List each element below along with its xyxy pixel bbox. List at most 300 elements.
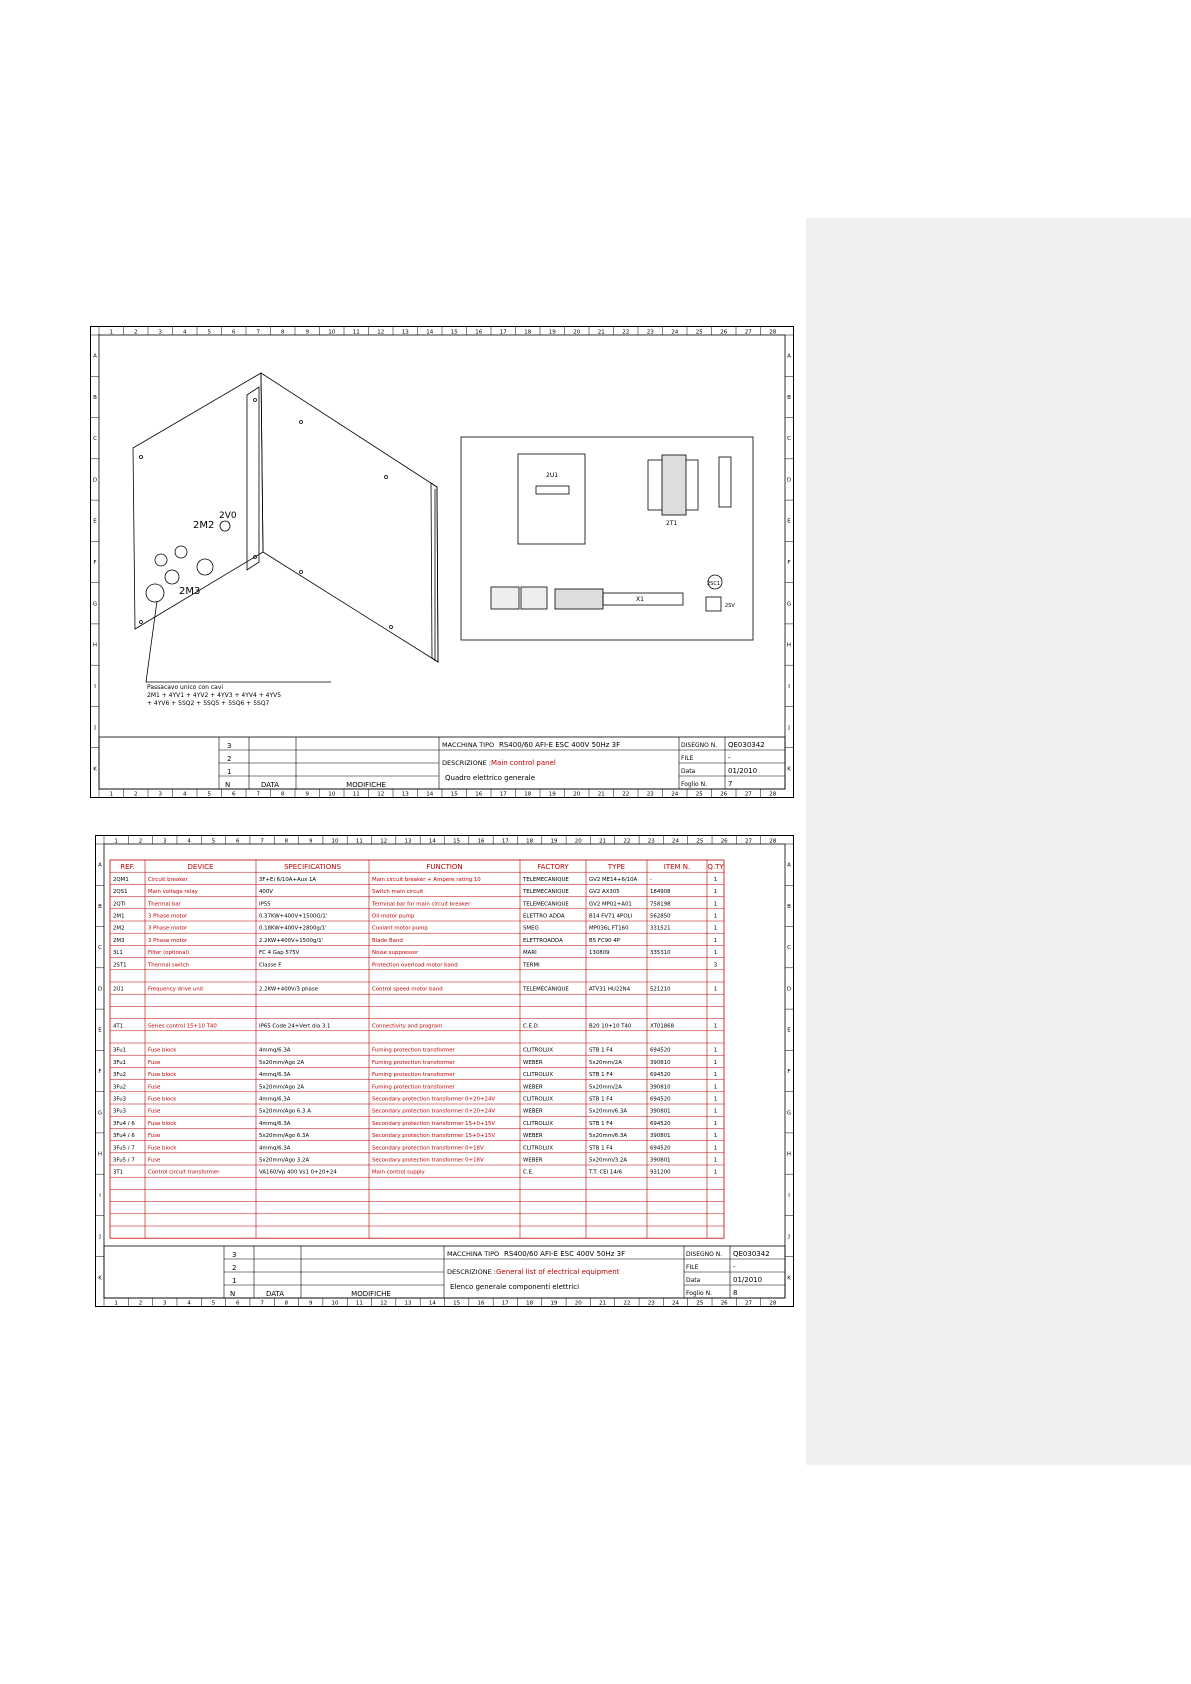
table-header: Q.TY [707, 863, 724, 872]
table-cell: Secondary protection transformer 15+0+15V [372, 1133, 496, 1140]
table-cell: Control speed motor band [372, 986, 443, 993]
grid-col-number: 11 [355, 838, 363, 845]
grid-row-letter: F [93, 560, 97, 566]
grid-row-letter: J [788, 1234, 790, 1241]
table-cell: GV2 MP01+A01 [589, 901, 632, 908]
grid-col-number: 15 [453, 1300, 461, 1306]
grid-col-number: 2 [134, 791, 138, 797]
drawing-number: QE030342 [728, 741, 765, 749]
grid-col-number: 26 [720, 1300, 728, 1306]
grid-col-number: 2 [134, 329, 138, 336]
table-cell: 694520 [650, 1145, 671, 1152]
table-cell: 184908 [650, 889, 671, 896]
table-cell: Series control 15+10 T40 [148, 1023, 217, 1030]
table-cell: MARI [523, 950, 537, 957]
table-cell: Fuming protection transformer [372, 1059, 455, 1066]
table-cell: 2U1 [113, 986, 124, 993]
grid-col-number: 20 [573, 791, 581, 797]
panel-label-b: 2M3 [179, 586, 201, 597]
table-cell: 1 [713, 1096, 718, 1103]
grid-col-number: 22 [623, 838, 631, 845]
table-cell: Fuse [148, 1133, 161, 1140]
table-cell: 3Fu4 / 6 [113, 1120, 135, 1127]
grid-col-number: 17 [499, 791, 507, 797]
table-cell: TERMI [523, 962, 540, 969]
table-cell: 3 [713, 962, 718, 969]
description-english: General list of electrical equipment [496, 1268, 620, 1276]
grid-col-number: 4 [187, 838, 191, 845]
table-cell: Secondary protection transformer 0+20+24V [372, 1108, 496, 1115]
table-cell: Thermal bar [148, 901, 181, 908]
table-cell: 1 [713, 1047, 718, 1054]
grid-row-letter: C [93, 436, 97, 443]
grid-col-number: 9 [308, 838, 313, 845]
drawing-number-label: DISEGNO N. [686, 1251, 723, 1258]
table-cell: Filter (optional) [148, 950, 190, 957]
grid-col-number: 9 [308, 1300, 313, 1306]
table-cell: B20 10+10 T40 [589, 1023, 632, 1030]
comment-sidebar [806, 218, 1191, 1465]
grid-row-letter: I [788, 1192, 790, 1199]
table-cell: 390810 [650, 1059, 671, 1066]
table-cell: 3Fu4 / 6 [113, 1133, 135, 1140]
table-cell: 2M3 [113, 937, 125, 944]
grid-col-number: 18 [526, 1300, 534, 1306]
grid-col-number: 24 [672, 838, 680, 845]
grid-row-letter: E [98, 1027, 102, 1034]
grid-col-number: 17 [501, 838, 509, 845]
table-cell: 2M2 [113, 925, 125, 932]
grid-col-number: 7 [260, 1300, 264, 1306]
drawing-date: 01/2010 [733, 1276, 763, 1284]
table-cell: Main control supply [372, 1169, 425, 1176]
table-cell: WEBER [523, 1059, 543, 1066]
grid-col-number: 6 [232, 329, 236, 336]
grid-col-number: 20 [574, 1300, 582, 1306]
revision-row-number: 2 [227, 755, 232, 763]
table-cell: 3Fu3 [113, 1096, 127, 1103]
table-cell: 5x20mm/Ago 6.3A [259, 1133, 310, 1140]
table-cell: 1 [713, 1084, 718, 1091]
table-cell: B5 FC90 4P [589, 937, 620, 944]
table-cell: 3 Phase motor [148, 937, 188, 944]
description-italian: Elenco generale componenti elettrici [450, 1283, 580, 1291]
grid-col-number: 16 [477, 838, 485, 845]
grid-col-number: 10 [328, 329, 336, 336]
table-cell: 5x20mm/2A [589, 1084, 622, 1091]
sheet-inner-border [99, 335, 785, 789]
revision-row-number: 3 [232, 1251, 237, 1259]
grid-col-number: 25 [695, 791, 703, 797]
grid-col-number: 11 [352, 791, 360, 797]
file-name-label: FILE [686, 1264, 699, 1271]
table-cell: 2.2KW+400V+1500g/1' [259, 937, 324, 944]
drawing-date: 01/2010 [728, 767, 758, 775]
grid-col-number: 28 [769, 791, 777, 797]
table-cell: Switch main circuit [372, 889, 424, 896]
grid-row-letter: C [787, 945, 791, 952]
table-cell: 1 [713, 925, 718, 932]
table-cell: 4mmq/6.3A [259, 1047, 291, 1054]
table-cell: 4mmq/6.3A [259, 1120, 291, 1127]
table-cell: 2M1 [113, 913, 125, 920]
drawing-sheet-main-panel [90, 326, 794, 798]
revision-col-date: DATA [261, 781, 280, 789]
grid-col-number: 4 [187, 1300, 191, 1306]
table-cell: 3Fu3 [113, 1108, 127, 1115]
grid-row-letter: H [92, 642, 98, 649]
grid-row-letter: K [93, 766, 97, 773]
table-cell: B14 FV71 4POLI [589, 913, 633, 920]
grid-col-number: 24 [672, 1300, 680, 1306]
table-cell: 5x20mm/6.3A [589, 1133, 628, 1140]
grid-row-letter: K [787, 766, 791, 773]
grid-col-number: 2 [138, 1300, 143, 1306]
grid-col-number: 8 [281, 329, 285, 336]
grid-row-letter: A [787, 353, 791, 360]
panel-isometric [133, 373, 438, 682]
grid-col-number: 19 [548, 329, 556, 336]
grid-row-letter: F [787, 560, 791, 566]
grid-col-number: 18 [526, 838, 534, 845]
table-cell: Noise suppressor [372, 950, 419, 957]
table-cell: Secondary protection transformer 0+20+24V [372, 1096, 496, 1103]
grid-col-number: 4 [183, 329, 187, 336]
grid-col-number: 6 [236, 1300, 240, 1306]
table-cell: Oil motor pump [372, 913, 415, 920]
grid-col-number: 5 [207, 791, 211, 797]
table-cell: Frequency drive unit [148, 986, 204, 993]
switch-label: 2SV [725, 603, 735, 609]
table-cell: 390801 [650, 1108, 671, 1115]
table-cell: 5x20mm/3.2A [589, 1157, 628, 1164]
table-cell: 5x20mm/Ago 2A [259, 1084, 305, 1091]
table-cell: STB 1 F4 [589, 1096, 613, 1103]
sensor-label: 2SC1 [707, 581, 721, 587]
table-cell: 4mmq/6.3A [259, 1096, 291, 1103]
grid-col-number: 16 [475, 791, 483, 797]
table-cell: Control circuit transformer [148, 1169, 220, 1176]
table-cell: 335310 [650, 950, 671, 957]
grid-col-number: 12 [377, 791, 385, 797]
table-cell: Circuit breaker [148, 876, 188, 883]
table-cell: STB 1 F4 [589, 1120, 613, 1127]
table-header: FACTORY [537, 863, 569, 872]
grid-row-letter: K [98, 1275, 102, 1282]
table-cell: FC 4 Gap 575V [259, 950, 300, 957]
table-cell: CLITROLUX [523, 1145, 554, 1152]
grid-col-number: 27 [744, 329, 752, 336]
table-cell: 390810 [650, 1084, 671, 1091]
table-cell: 2ST1 [113, 962, 127, 969]
grid-col-number: 20 [574, 838, 582, 845]
table-cell: 3 Phase motor [148, 925, 188, 932]
grid-row-letter: B [93, 394, 97, 401]
table-cell: Fuse [148, 1157, 161, 1164]
grid-row-letter: G [92, 601, 98, 608]
grid-col-number: 27 [745, 1300, 753, 1306]
table-cell: 2QM1 [113, 876, 129, 883]
table-cell: Protection overload motor band [372, 962, 458, 969]
table-cell: SMEG [523, 925, 539, 932]
grid-col-number: 26 [720, 791, 728, 797]
grid-col-number: 7 [256, 791, 260, 797]
grid-col-number: 13 [404, 838, 412, 845]
grid-row-letter: G [97, 1110, 103, 1117]
table-cell: XT01868 [650, 1023, 675, 1030]
table-cell: 400V [259, 889, 273, 896]
equipment-table [110, 860, 724, 1238]
grid-row-letter: J [788, 725, 790, 732]
table-cell: Thermal switch [148, 962, 190, 969]
revision-col-modifications: MODIFICHE [346, 781, 386, 789]
grid-col-number: 10 [331, 1300, 339, 1306]
table-cell: 1 [713, 913, 718, 920]
grid-col-number: 9 [305, 329, 309, 336]
table-cell: Fuse block [148, 1096, 177, 1103]
table-cell: 694520 [650, 1072, 671, 1079]
table-cell: Terminal bar for main circuit breaker [372, 901, 471, 908]
table-header: FUNCTION [426, 863, 463, 872]
grid-col-number: 23 [647, 1300, 655, 1306]
table-cell: 3Fu5 / 7 [113, 1157, 135, 1164]
grid-col-number: 6 [236, 838, 240, 845]
grid-col-number: 5 [211, 1300, 216, 1306]
table-cell: 5x20mm/Ago 2A [259, 1059, 305, 1066]
grid-col-number: 23 [646, 329, 654, 336]
table-cell: WEBER [523, 1133, 543, 1140]
table-cell: C.E.D. [523, 1023, 540, 1030]
table-cell: 2.2KW+400V/3 phase [259, 986, 318, 993]
file-name: - [733, 1263, 736, 1271]
drawing-number-label: DISEGNO N. [681, 742, 718, 749]
table-cell: IP55 [259, 901, 271, 908]
table-cell: Coolant motor pump [372, 925, 428, 932]
description-label: DESCRIZIONE : [442, 759, 491, 767]
grid-col-number: 21 [599, 1300, 607, 1306]
table-cell: CLITROLUX [523, 1120, 554, 1127]
connector-label: X1 [636, 596, 644, 603]
table-cell: 5x20mm/Ago 6.3 A [259, 1108, 311, 1115]
revision-col-n: N [230, 1290, 236, 1298]
drawing-main-panel [91, 327, 793, 797]
grid-row-letter: C [98, 945, 102, 952]
table-cell: Secondary protection transformer 0+18V [372, 1157, 484, 1164]
grid-col-number: 8 [284, 838, 289, 845]
grid-row-letter: D [97, 986, 103, 993]
stand-label: 2U1 [546, 472, 559, 479]
legend-note-3: + 4YV6 + 5SQ2 + 5SQ5 + 5SQ6 + 5SQ7 [147, 700, 270, 707]
grid-col-number: 27 [745, 838, 753, 845]
table-cell: 1 [713, 1169, 718, 1176]
table-cell: CLITROLUX [523, 1047, 554, 1054]
grid-col-number: 19 [550, 1300, 558, 1306]
grid-col-number: 15 [453, 838, 461, 845]
table-cell: 2QS1 [113, 889, 128, 896]
table-cell: Fuse [148, 1059, 161, 1066]
table-cell: 1 [713, 1133, 718, 1140]
table-cell: Connectivity and program [372, 1023, 443, 1030]
revision-col-modifications: MODIFICHE [351, 1290, 391, 1298]
machine-type: RS400/60 AFI-E ESC 400V 50Hz 3F [499, 741, 621, 749]
table-cell: 0.18KW+400V+2800g/1' [259, 925, 327, 932]
sheet-number-label: Foglio N. [686, 1290, 713, 1297]
drawing-sheet-equipment-list [95, 835, 794, 1307]
table-header: SPECIFICATIONS [284, 863, 341, 872]
table-header: DEVICE [187, 863, 214, 872]
table-cell: 390801 [650, 1133, 671, 1140]
grid-row-letter: H [786, 1151, 792, 1158]
table-cell: Secondary protection transformer 0+18V [372, 1145, 484, 1152]
grid-col-number: 14 [426, 329, 434, 336]
grid-col-number: 22 [623, 1300, 631, 1306]
grid-col-number: 14 [426, 791, 434, 797]
grid-col-number: 12 [380, 838, 388, 845]
table-cell: 694520 [650, 1096, 671, 1103]
panel-label-a: 2M2 [193, 520, 215, 531]
table-cell: 1 [713, 1157, 718, 1164]
grid-row-letter: K [787, 1275, 791, 1282]
sheet-number: 7 [728, 780, 733, 788]
grid-col-number: 12 [380, 1300, 388, 1306]
grid-col-number: 1 [114, 1300, 118, 1306]
transformer-label: 2T1 [666, 520, 678, 527]
grid-col-number: 23 [647, 838, 655, 845]
grid-col-number: 1 [109, 791, 113, 797]
grid-col-number: 15 [450, 791, 458, 797]
table-cell: 562850 [650, 913, 671, 920]
grid-row-letter: I [99, 1192, 101, 1199]
table-cell: 931200 [650, 1169, 671, 1176]
grid-col-number: 9 [305, 791, 309, 797]
table-cell: Fuming protection transformer [372, 1084, 455, 1091]
table-cell: 5x20mm/6.3A [589, 1108, 628, 1115]
grid-col-number: 23 [646, 791, 654, 797]
table-cell: 758198 [650, 901, 671, 908]
table-cell: 3Fu5 / 7 [113, 1145, 135, 1152]
grid-col-number: 21 [599, 838, 607, 845]
table-cell: WEBER [523, 1108, 543, 1115]
table-cell: C.E. [523, 1169, 534, 1176]
grid-row-letter: D [786, 477, 792, 484]
table-cell: 4T1 [113, 1023, 124, 1030]
grid-col-number: 20 [573, 329, 581, 336]
grid-col-number: 27 [744, 791, 752, 797]
table-cell: 1 [713, 1072, 718, 1079]
grid-col-number: 18 [524, 791, 532, 797]
revision-col-n: N [225, 781, 231, 789]
grid-row-letter: H [97, 1151, 103, 1158]
table-cell: Main voltage relay [148, 889, 198, 896]
grid-col-number: 22 [622, 329, 630, 336]
table-cell: T.T. CEI 14/6 [589, 1169, 623, 1176]
table-cell: 1 [713, 889, 718, 896]
table-cell: 1 [713, 1023, 718, 1030]
table-cell: Main circuit breaker + Ampere rating 10 [372, 876, 481, 883]
table-cell: 3F+Ei 6/10A+Aux 1A [259, 876, 317, 883]
table-cell: TELEMECANIQUE [523, 889, 569, 896]
table-cell: Secondary protection transformer 15+0+15V [372, 1120, 496, 1127]
grid-row-letter: E [93, 518, 97, 525]
grid-col-number: 19 [548, 791, 556, 797]
description-italian: Quadro elettrico generale [445, 774, 536, 782]
table-cell: 1 [713, 1059, 718, 1066]
table-cell: 390801 [650, 1157, 671, 1164]
table-cell: TELEMECANIQUE [523, 901, 569, 908]
table-cell: CLITROLUX [523, 1072, 554, 1079]
table-cell: 694520 [650, 1120, 671, 1127]
grid-row-letter: J [99, 1234, 101, 1241]
grid-col-number: 21 [597, 329, 605, 336]
grid-col-number: 6 [232, 791, 236, 797]
table-cell: GV2 AX305 [589, 889, 620, 896]
grid-col-number: 3 [163, 1300, 167, 1306]
description-english: Main control panel [491, 759, 556, 767]
grid-col-number: 5 [211, 838, 216, 845]
table-cell: TELEMECANIQUE [523, 876, 569, 883]
table-cell: VA160/Vp 400 Vs1 0+20+24 [259, 1169, 337, 1176]
grid-col-number: 24 [671, 329, 679, 336]
grid-col-number: 16 [475, 329, 483, 336]
grid-col-number: 25 [696, 1300, 704, 1306]
table-cell: Fuse [148, 1084, 161, 1091]
grid-row-letter: D [786, 986, 792, 993]
grid-col-number: 18 [524, 329, 532, 336]
grid-col-number: 8 [284, 1300, 289, 1306]
sheet-number: 8 [733, 1289, 738, 1297]
sheet-number-label: Foglio N. [681, 781, 708, 788]
table-cell: 1 [713, 876, 718, 883]
table-cell: 3 Phase motor [148, 913, 188, 920]
revision-row-number: 1 [232, 1277, 237, 1285]
table-cell: 3T1 [113, 1169, 124, 1176]
panel-label-c: 2V0 [219, 511, 237, 521]
table-cell: WEBER [523, 1084, 543, 1091]
table-cell: - [650, 876, 652, 883]
table-cell: 4mmq/6.3A [259, 1145, 291, 1152]
grid-row-letter: A [93, 353, 97, 360]
table-cell: Fuse [148, 1108, 161, 1115]
grid-col-number: 13 [401, 791, 409, 797]
table-cell: 1 [713, 986, 718, 993]
table-cell: Fuse block [148, 1120, 177, 1127]
table-cell: Fuse block [148, 1047, 177, 1054]
legend-note-2: 2M1 + 4YV1 + 4YV2 + 4YV3 + 4YV4 + 4YV5 [147, 692, 282, 699]
layout-view [461, 437, 753, 640]
table-cell: ELETTRO ADDA [523, 913, 565, 920]
table-cell: Fuming protection transformer [372, 1072, 455, 1079]
machine-type-label: MACCHINA TIPO [447, 1250, 500, 1258]
drawing-date-label: Data [681, 768, 696, 775]
table-cell: STB 1 F4 [589, 1072, 613, 1079]
grid-row-letter: I [788, 683, 790, 690]
table-cell: Blade Band [372, 937, 403, 944]
grid-row-letter: B [98, 903, 102, 910]
grid-row-letter: E [787, 1027, 791, 1034]
table-cell: ELETTROADDA [523, 937, 563, 944]
grid-row-letter: E [787, 518, 791, 525]
table-cell: GV2 ME14+6/10A [589, 876, 638, 883]
grid-col-number: 26 [720, 838, 728, 845]
table-cell: MP036L FT160 [589, 925, 629, 932]
revision-col-date: DATA [266, 1290, 285, 1298]
table-cell: ATV31 HU22N4 [589, 986, 631, 993]
grid-col-number: 17 [499, 329, 507, 336]
grid-col-number: 11 [352, 329, 360, 336]
table-cell: 5x20mm/Ago 3.2A [259, 1157, 310, 1164]
drawing-equipment-list [96, 836, 793, 1306]
grid-col-number: 25 [695, 329, 703, 336]
